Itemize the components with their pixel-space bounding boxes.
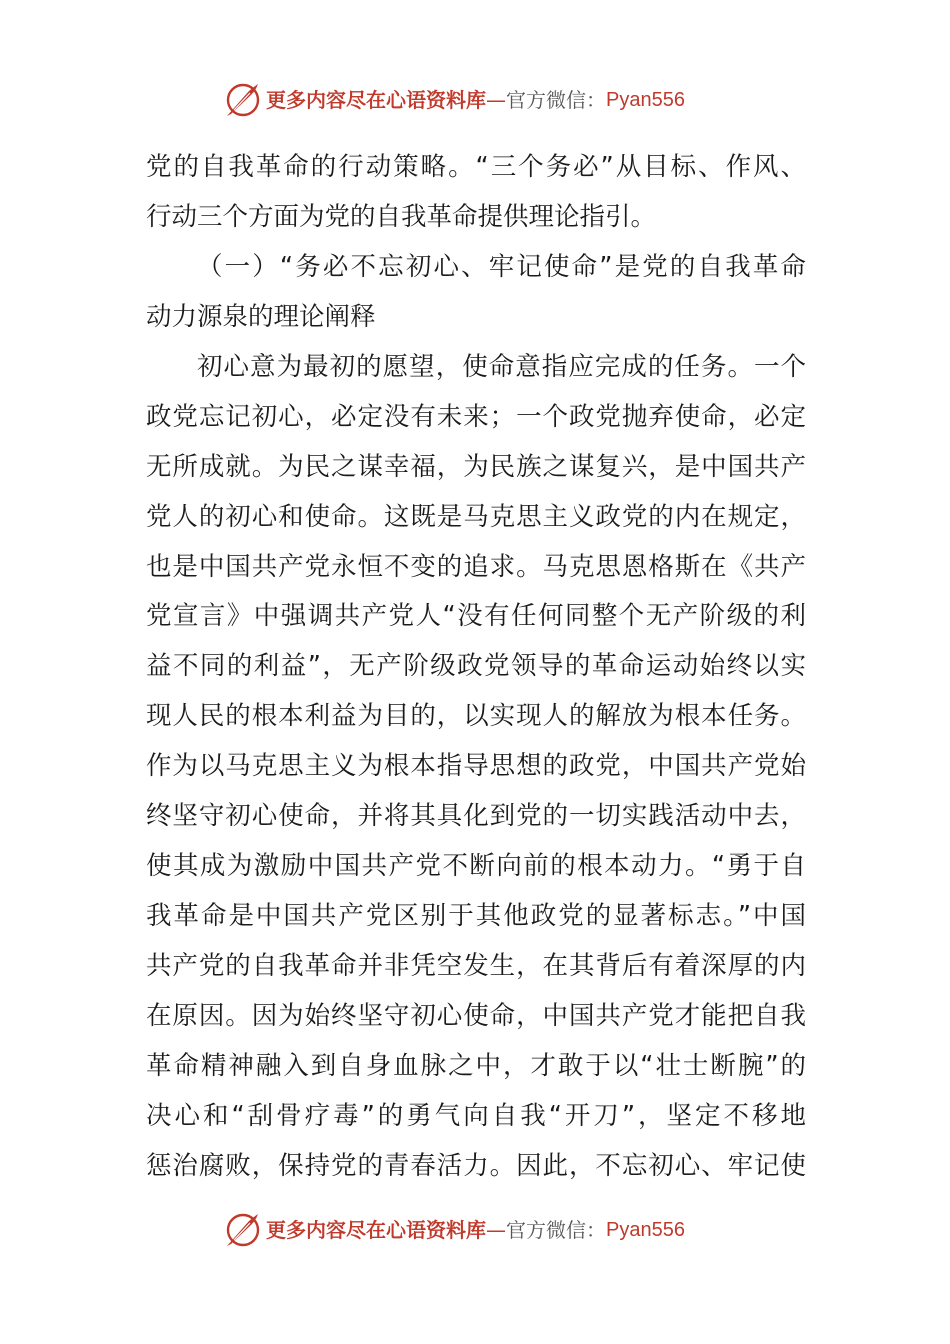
quill-pen-icon <box>222 80 262 120</box>
document-body <box>146 143 806 1192</box>
text-line: 无所成就。为民之谋幸福，为民族之谋复兴，是中国共产 <box>146 451 806 482</box>
watermark-wechat-label: 官方微信： <box>506 88 606 112</box>
text-line: 党宣言》中强调共产党人“没有任何同整个无产阶级的利 <box>146 601 806 632</box>
text-line: 政党忘记初心，必定没有未来；一个政党抛弃使命，必定 <box>146 401 806 432</box>
text-line: 作为以马克思主义为根本指导思想的政党，中国共产党始 <box>146 751 806 782</box>
text-line: 惩治腐败，保持党的青春活力。因此，不忘初心、牢记使 <box>146 1150 806 1181</box>
text-line: 革命精神融入到自身血脉之中，才敢于以“壮士断腕”的 <box>146 1050 806 1081</box>
text-line: 共产党的自我革命并非凭空发生，在其背后有着深厚的内 <box>146 951 806 981</box>
watermark-wechat-id: Pyan556 <box>606 89 685 111</box>
quill-pen-icon <box>222 1210 262 1250</box>
text-line: 在原因。因为始终坚守初心使命，中国共产党才能把自我 <box>146 1000 806 1031</box>
text-line: 现人民的根本利益为目的，以实现人的解放为根本任务。 <box>146 701 806 732</box>
header-watermark <box>222 78 685 122</box>
text-line: 我革命是中国共产党区别于其他政党的显著标志。”中国 <box>146 901 806 932</box>
watermark-wechat-label: 官方微信： <box>506 1218 606 1242</box>
text-line: 益不同的利益”，无产阶级政党领导的革命运动始终以实 <box>146 651 806 682</box>
section-heading-line: （一）“务必不忘初心、牢记使命”是党的自我革命 <box>197 251 806 282</box>
text-line: 使其成为激励中国共产党不断向前的根本动力。“勇于自 <box>146 851 806 882</box>
text-line: 党的自我革命的行动策略。“三个务必”从目标、作风、 <box>146 152 806 182</box>
watermark-library-text: 更多内容尽在心语资料库 <box>266 88 486 112</box>
section-heading-line: 动力源泉的理论阐释 <box>146 301 376 332</box>
watermark-wechat-id: Pyan556 <box>606 1219 685 1241</box>
text-line: 决心和“刮骨疗毒”的勇气向自我“开刀”，坚定不移地 <box>146 1100 806 1131</box>
text-line: 党人的初心和使命。这既是马克思主义政党的内在规定， <box>146 501 806 532</box>
text-line: 初心意为最初的愿望，使命意指应完成的任务。一个 <box>197 351 806 382</box>
text-line: 终坚守初心使命，并将其具化到党的一切实践活动中去， <box>146 801 806 832</box>
watermark-library-text: 更多内容尽在心语资料库 <box>266 1218 486 1242</box>
text-line: 行动三个方面为党的自我革命提供理论指引。 <box>146 201 657 232</box>
watermark-dash: — <box>486 1218 506 1242</box>
watermark-dash: — <box>486 88 506 112</box>
footer-watermark <box>222 1208 685 1252</box>
text-line: 也是中国共产党永恒不变的追求。马克思恩格斯在《共产 <box>146 551 806 582</box>
